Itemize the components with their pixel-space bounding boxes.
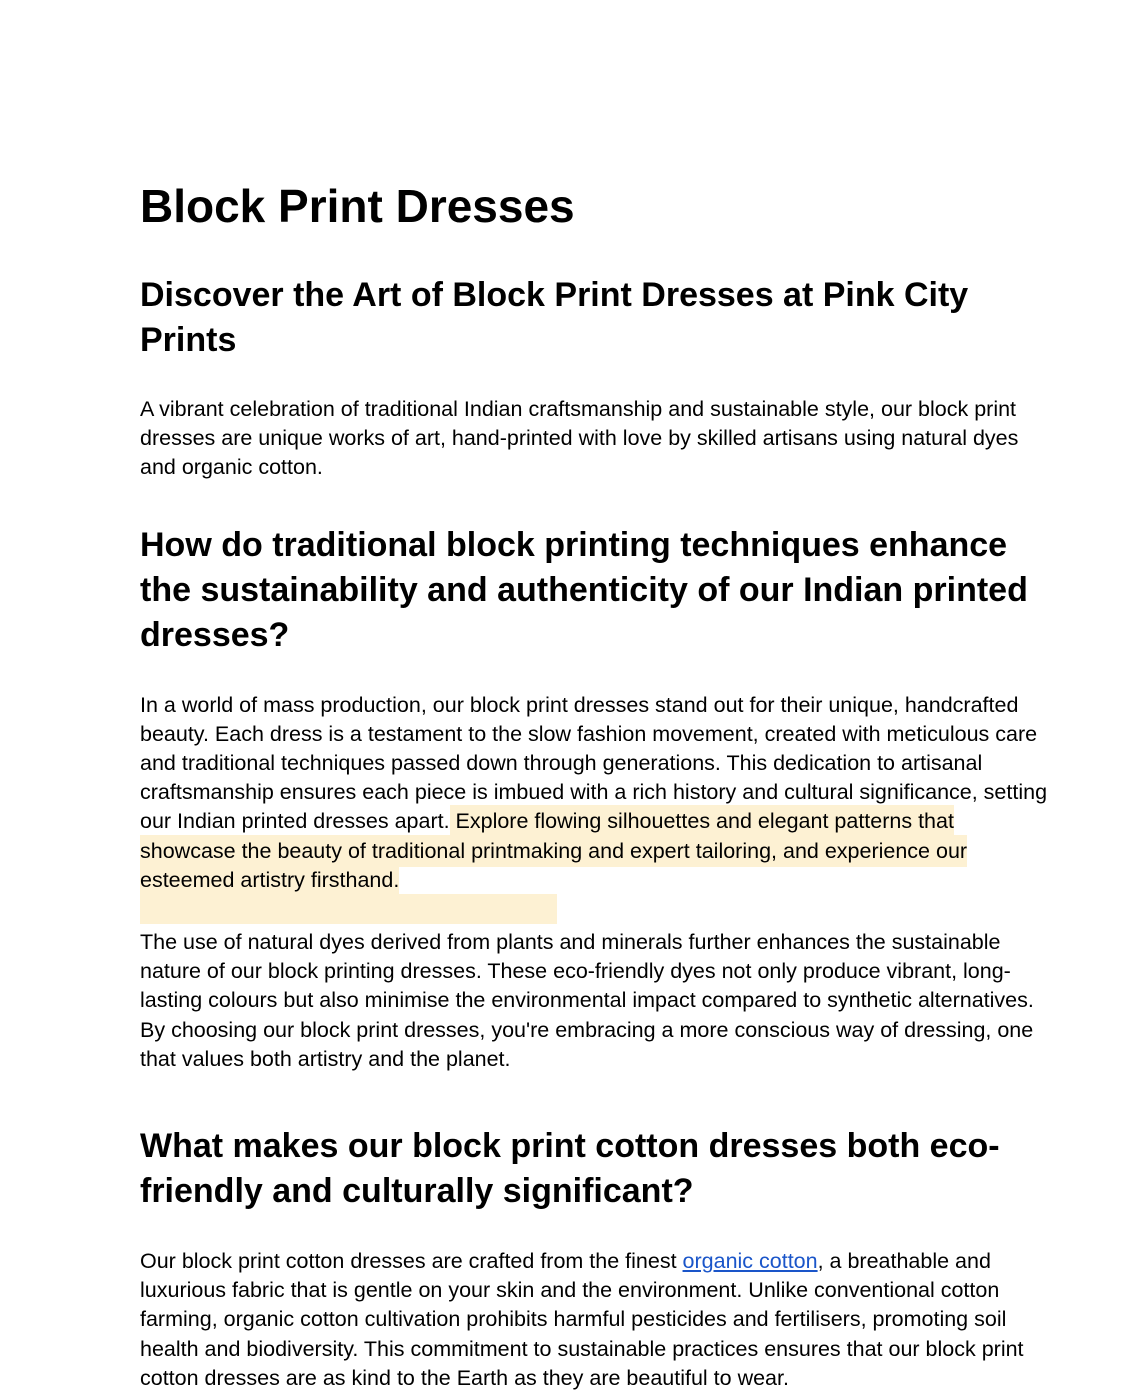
paragraph-text-after-link: , a breathable and luxurious fabric that is gentle on your skin and the environment. Unlike conventional cotton farming, organic cotton cultivation prohibits harmful pesticides and fertilisers, promoting soil health and biodiversity. This commitment to sustainable practices ensures that our block print cotton dresses are as kind to the Earth as they are beautiful to wear. xyxy=(140,1249,1024,1390)
paragraph-organic-cotton xyxy=(140,1247,1050,1393)
page-title: Block Print Dresses xyxy=(140,180,575,232)
intro-paragraph: A vibrant celebration of traditional Indian craftsmanship and sustainable style, our block print dresses are unique works of art, hand-printed with love by skilled artisans using natural dyes and organic cotton. xyxy=(140,397,1019,480)
highlight-trailing-block xyxy=(140,894,557,924)
organic-cotton-link[interactable]: organic cotton xyxy=(682,1249,818,1274)
document-body xyxy=(140,175,1050,1393)
section-heading-eco-friendly: What makes our block print cotton dresses both eco-friendly and culturally significant? xyxy=(140,1127,1000,1211)
section-heading-discover: Discover the Art of Block Print Dresses at Pink City Prints xyxy=(140,276,969,359)
paragraph-mass-production xyxy=(140,691,1050,924)
paragraph-natural-dyes: The use of natural dyes derived from plants and minerals further enhances the sustainable nature of our block printing dresses. These eco-friendly dyes not only produce vibrant, long-lasting colours but also minimise the environmental impact compared to synthetic alternatives. By choosing our block print dresses, you're embracing a more conscious way of dressing, one that values both artistry and the planet. xyxy=(140,930,1034,1071)
highlighted-text: Explore flowing silhouettes and elegant patterns that showcase the beauty of traditional printmaking and expert tailoring, and experience our esteemed artistry firsthand. xyxy=(140,805,967,895)
paragraph-plain-text: In a world of mass production, our block print dresses stand out for their unique, handcrafted beauty. Each dress is a testament to the slow fashion movement, created with meticulous care and traditional techniques passed down through generations. This dedication to artisanal craftsmanship ensures each piece is imbued with a rich history and cultural significance, setting our Indian printed dresses apart. xyxy=(140,692,1048,834)
paragraph-text-before-link: Our block print cotton dresses are crafted from the finest xyxy=(140,1249,683,1274)
section-heading-techniques: How do traditional block printing techniques enhance the sustainability and authenticity of our Indian printed dresses? xyxy=(140,525,1028,654)
